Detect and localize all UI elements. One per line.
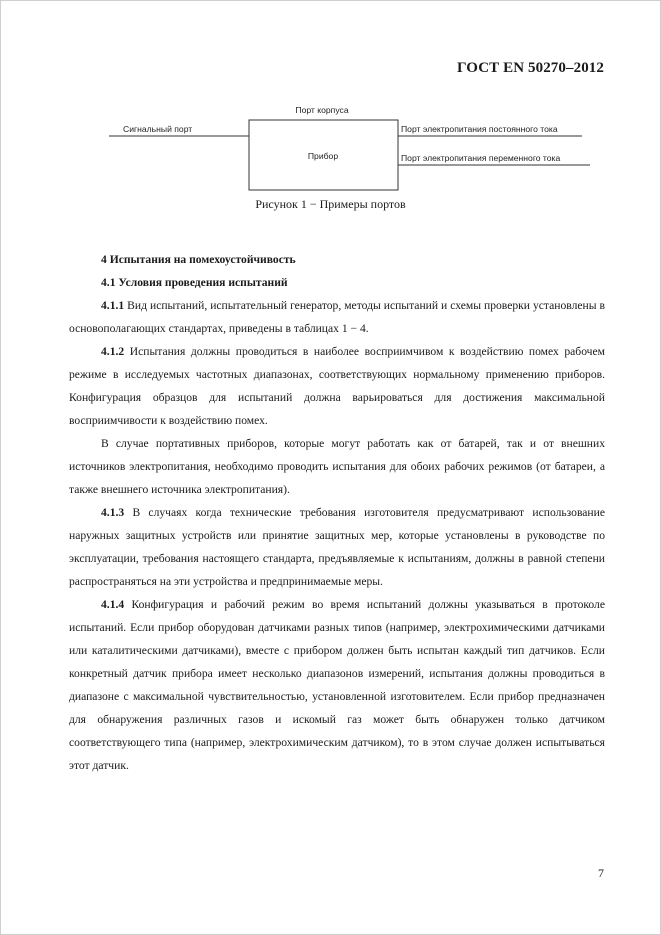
paragraph-4-1-2-continued: В случае портативных приборов, которые могут работать как от батарей, так и от внешних источников электропитания, необходимо проводить испытания для обоих рабочих режимов (от батареи, а также внешнего источника электропитания). xyxy=(69,437,605,496)
document-body xyxy=(69,248,605,777)
paragraph-text: Вид испытаний, испытательный генератор, методы испытаний и схемы проверки установлены в основополагающих стандартах, приведены в таблицах 1 − 4. xyxy=(69,299,605,335)
document-code: ГОСТ EN 50270–2012 xyxy=(457,60,604,76)
signal-port-label: Сигнальный порт xyxy=(123,124,193,134)
device-label: Прибор xyxy=(307,151,339,161)
clause-number: 4.1.4 xyxy=(101,598,125,611)
housing-port-label: Порт корпуса xyxy=(295,105,349,115)
paragraph-4-1-1 xyxy=(69,294,605,340)
clause-number: 4.1.2 xyxy=(101,345,125,358)
ac-port-label: Порт электропитания переменного тока xyxy=(401,153,561,163)
paragraph-4-1-2 xyxy=(69,340,605,432)
paragraph-text: Испытания должны проводиться в наиболее восприимчивом к воздействию помех рабочем режиме в исследуемых частотных диапазонах, соответствующих нормальному применению приборов. Конфигурация образцов для испытаний должна варьироваться для достижения максимальной восприимчивости к воздействию помех. xyxy=(69,345,605,427)
paragraph-text: Конфигурация и рабочий режим во время испытаний должны указываться в протоколе испытаний. Если прибор оборудован датчиками разных типов (например, электрохимическими датчиками или каталитическими датчиками), вместе с прибором должен быть испытан каждый тип датчиков. Если конкретный датчик прибора имеет несколько диапазонов измерений, испытания должны проводиться в диапазоне с максимальной чувствительностью, установленной изготовителем. Если прибор предназначен для обнаружения различных газов и искомый газ может быть обнаружен только датчиком соответствующего типа (например, электрохимическим датчиком), то в этом случае должен испытываться этот датчик. xyxy=(69,598,605,772)
clause-number: 4.1.3 xyxy=(101,506,125,519)
section-subtitle: 4.1 Условия проведения испытаний xyxy=(101,276,288,289)
clause-number: 4.1.1 xyxy=(101,299,125,312)
section-title: 4 Испытания на помехоустойчивость xyxy=(101,253,296,266)
dc-port-label: Порт электропитания постоянного тока xyxy=(401,124,558,134)
paragraph-text: В случаях когда технические требования изготовителя предусматривают использование наружных защитных устройств или принятие защитных мер, которые установлены в руководстве по эксплуатации, требования настоящего стандарта, предъявляемые к испытаниям, должны в равной степени распространяться на эти устройства и предпринимаемые меры. xyxy=(69,506,605,588)
page-number: 7 xyxy=(598,866,604,880)
paragraph-4-1-3 xyxy=(69,501,605,593)
paragraph-4-1-4 xyxy=(69,593,605,777)
ports-diagram xyxy=(0,95,661,195)
figure-caption: Рисунок 1 − Примеры портов xyxy=(255,197,406,211)
